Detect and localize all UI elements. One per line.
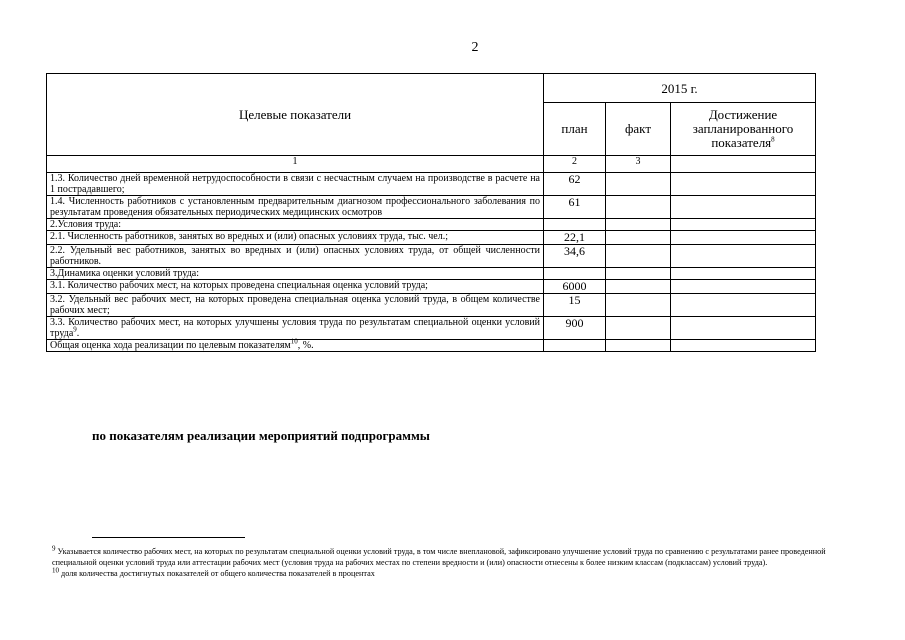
plan-value: 34,6 [544,245,606,268]
table-row [47,268,816,280]
table-row [47,317,816,340]
table-row [47,219,816,231]
plan-value [544,340,606,352]
indicator-text: 2.2. Удельный вес работников, занятых во вредных и (или) опасных условиях труда, от общей численности работников. [50,245,540,267]
fact-value [606,340,671,352]
indicator-text: 3.Динамика оценки условий труда: [50,268,200,279]
achievement-value [671,245,816,268]
footnote-10 [52,568,864,579]
header-achievement-footnote-mark: 8 [771,135,775,144]
achievement-value [671,173,816,196]
fact-value [606,294,671,317]
plan-value: 22,1 [544,231,606,245]
indicator-text: 3.3. Количество рабочих мест, на которых улучшены условия труда по результатам специальной оценки условий труда [50,317,540,339]
header-target-indicators: Целевые показатели [47,74,544,156]
plan-value [544,268,606,280]
achievement-value [671,231,816,245]
fact-value [606,231,671,245]
footnote-9-mark: 9 [52,544,56,553]
indicator-text-tail: . [76,328,80,339]
column-number-4 [671,156,816,173]
table-row [47,340,816,352]
plan-value: 61 [544,196,606,219]
fact-value [606,219,671,231]
indicator-name [47,173,544,196]
achievement-value [671,280,816,294]
indicator-name [47,196,544,219]
indicator-name [47,219,544,231]
table-row [47,231,816,245]
header-fact: факт [606,103,671,156]
indicator-text: 1.3. Количество дней временной нетрудоспособности в связи с несчастным случаем на производстве в расчете на 1 пострадавшего; [50,173,540,195]
indicator-name [47,231,544,245]
section-heading: по показателям реализации мероприятий подпрограммы [92,428,430,443]
indicator-text: 2.Условия труда: [50,219,122,230]
achievement-value [671,317,816,340]
footnote-10-mark: 10 [52,566,59,575]
header-row-1 [47,74,816,103]
fact-value [606,173,671,196]
plan-value: 15 [544,294,606,317]
indicator-name [47,317,544,340]
footnote-9-text: Указывается количество рабочих мест, на которых по результатам специальной оценки условий труда, в том числе внеплановой, зафиксировано улучшение условий труда по сравнению с результатами ранее проведенной специальной оценки условий труда или аттестации рабочих мест (условия труда на рабочих местах по степени вредности и (или) опасности отнесены к более низким классам (подклассам) условий труда). [52,547,826,567]
plan-value: 900 [544,317,606,340]
indicator-name [47,294,544,317]
indicator-name [47,245,544,268]
plan-value: 6000 [544,280,606,294]
indicator-footnote-mark: 9 [73,325,77,334]
indicator-name [47,268,544,280]
column-number-3: 3 [606,156,671,173]
fact-value [606,317,671,340]
plan-value: 62 [544,173,606,196]
indicator-text: 1.4. Численность работников с установленным предварительным диагнозом профессионального заболевания по результатам проведения обязательных периодических медицинских осмотров [50,196,540,218]
column-number-2: 2 [544,156,606,173]
indicator-name [47,337,544,352]
target-indicators-table [46,73,816,352]
achievement-value [671,196,816,219]
indicator-text-tail: , %. [297,340,314,351]
indicator-text: 3.2. Удельный вес рабочих мест, на которых проведена специальная оценка условий труда, в общем количестве рабочих мест; [50,294,540,316]
column-number-1: 1 [47,156,544,173]
header-year: 2015 г. [544,74,816,103]
fact-value [606,280,671,294]
indicator-footnote-mark: 10 [290,337,298,346]
table-row [47,294,816,317]
fact-value [606,196,671,219]
achievement-value [671,219,816,231]
achievement-value [671,294,816,317]
footnote-9 [52,546,864,568]
footnote-separator [92,537,245,538]
header-achievement-label: Достижение запланированного показателя [692,107,794,150]
plan-value [544,219,606,231]
header-achievement [671,103,816,156]
indicator-text: 3.1. Количество рабочих мест, на которых проведена специальная оценка условий труда; [50,280,428,291]
footnotes [52,546,864,579]
table-row [47,173,816,196]
achievement-value [671,340,816,352]
fact-value [606,268,671,280]
page-number: 2 [471,40,479,55]
table-row [47,245,816,268]
fact-value [606,245,671,268]
footnote-10-text: доля количества достигнутых показателей от общего количества показателей в процентах [59,569,375,578]
achievement-value [671,268,816,280]
indicator-text: Общая оценка хода реализации по целевым показателям [50,340,291,351]
header-plan: план [544,103,606,156]
indicator-name [47,280,544,294]
column-number-row [47,156,816,173]
table-row [47,280,816,294]
indicator-text: 2.1. Численность работников, занятых во вредных и (или) опасных условиях труда, тыс. чел.; [50,231,448,242]
table-row [47,196,816,219]
